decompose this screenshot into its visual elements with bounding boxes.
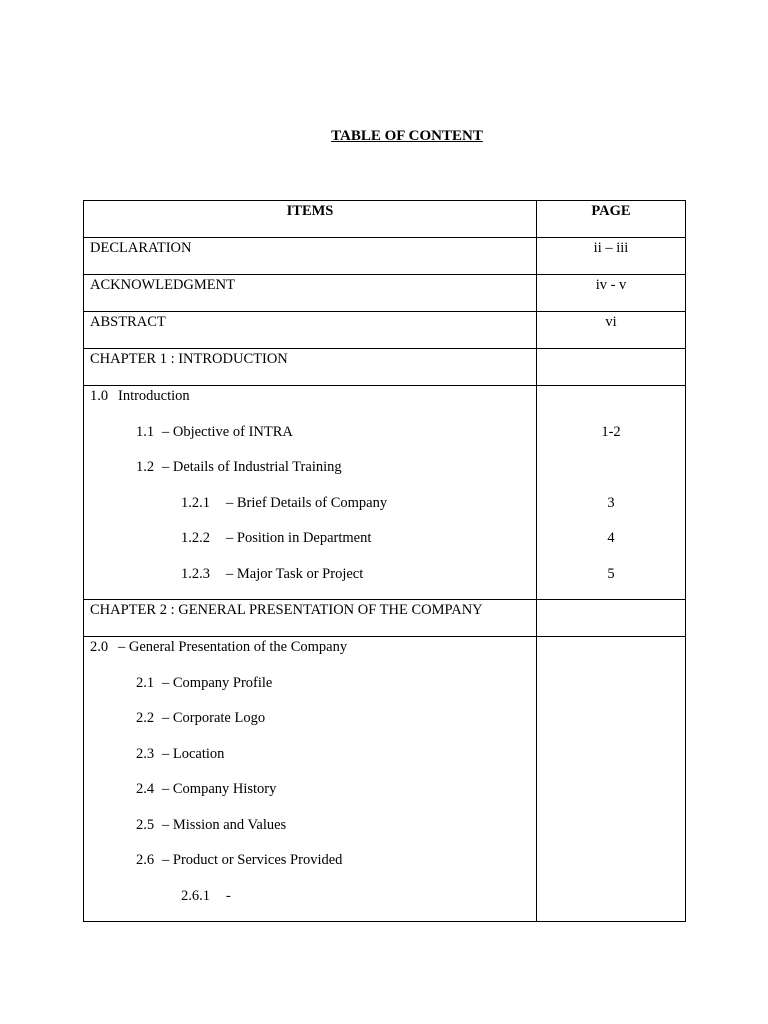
toc-entry-2-5: 2.5 – Mission and Values <box>136 816 287 833</box>
toc-row-abstract <box>84 312 686 349</box>
toc-entry-2-0: 2.0 – General Presentation of the Company <box>90 639 348 655</box>
item-label: ABSTRACT <box>90 314 166 330</box>
ch1-items-cell <box>84 386 537 600</box>
toc-entry-2-6-1: 2.6.1 - <box>181 887 231 904</box>
ch1-pages-cell <box>537 386 686 600</box>
item-label: DECLARATION <box>90 240 192 256</box>
ch2-items-cell <box>84 637 537 922</box>
toc-row-chapter1 <box>84 349 686 386</box>
page-number: 1-2 <box>601 423 621 440</box>
toc-entry-1-1: 1.1 – Objective of INTRA <box>136 423 293 440</box>
toc-block-chapter2 <box>84 637 686 922</box>
page-number <box>537 349 685 351</box>
toc-entry-1-2-1: 1.2.1 – Brief Details of Company <box>181 494 388 511</box>
toc-row-declaration <box>84 238 686 275</box>
page-number: ii – iii <box>593 240 629 256</box>
toc-block-chapter1 <box>84 386 686 600</box>
toc-entry-2-1: 2.1 – Company Profile <box>136 674 273 691</box>
document-title: TABLE OF CONTENT <box>331 128 483 144</box>
toc-entry-1-2: 1.2 – Details of Industrial Training <box>136 459 342 475</box>
toc-entry-1-2-2: 1.2.2 – Position in Department <box>181 530 372 546</box>
toc-entry-2-3: 2.3 – Location <box>136 745 225 762</box>
toc-entry-2-2: 2.2 – Corporate Logo <box>136 710 266 726</box>
items-header: ITEMS <box>84 201 537 238</box>
toc-table <box>83 200 686 922</box>
toc-row-chapter2 <box>84 600 686 637</box>
page-number: 5 <box>607 565 615 582</box>
toc-entry-2-4: 2.4 – Company History <box>136 781 277 797</box>
toc-entry-2-6: 2.6 – Product or Services Provided <box>136 852 343 868</box>
page-number: vi <box>605 314 617 330</box>
page-number: 3 <box>607 494 615 511</box>
toc-entry-1-0: 1.0 Introduction <box>90 388 190 404</box>
page-number: iv - v <box>595 277 627 293</box>
page-header: PAGE <box>537 201 686 238</box>
page-number: 4 <box>607 530 615 546</box>
item-label: ACKNOWLEDGMENT <box>90 277 235 293</box>
header-row <box>84 201 686 238</box>
chapter-heading: CHAPTER 2 : GENERAL PRESENTATION OF THE COMPANY <box>90 602 483 618</box>
toc-row-acknowledgment <box>84 275 686 312</box>
page-number <box>537 600 685 602</box>
ch2-pages-cell <box>537 637 686 922</box>
toc-entry-1-2-3: 1.2.3 – Major Task or Project <box>181 565 364 582</box>
chapter-heading: CHAPTER 1 : INTRODUCTION <box>90 351 288 367</box>
